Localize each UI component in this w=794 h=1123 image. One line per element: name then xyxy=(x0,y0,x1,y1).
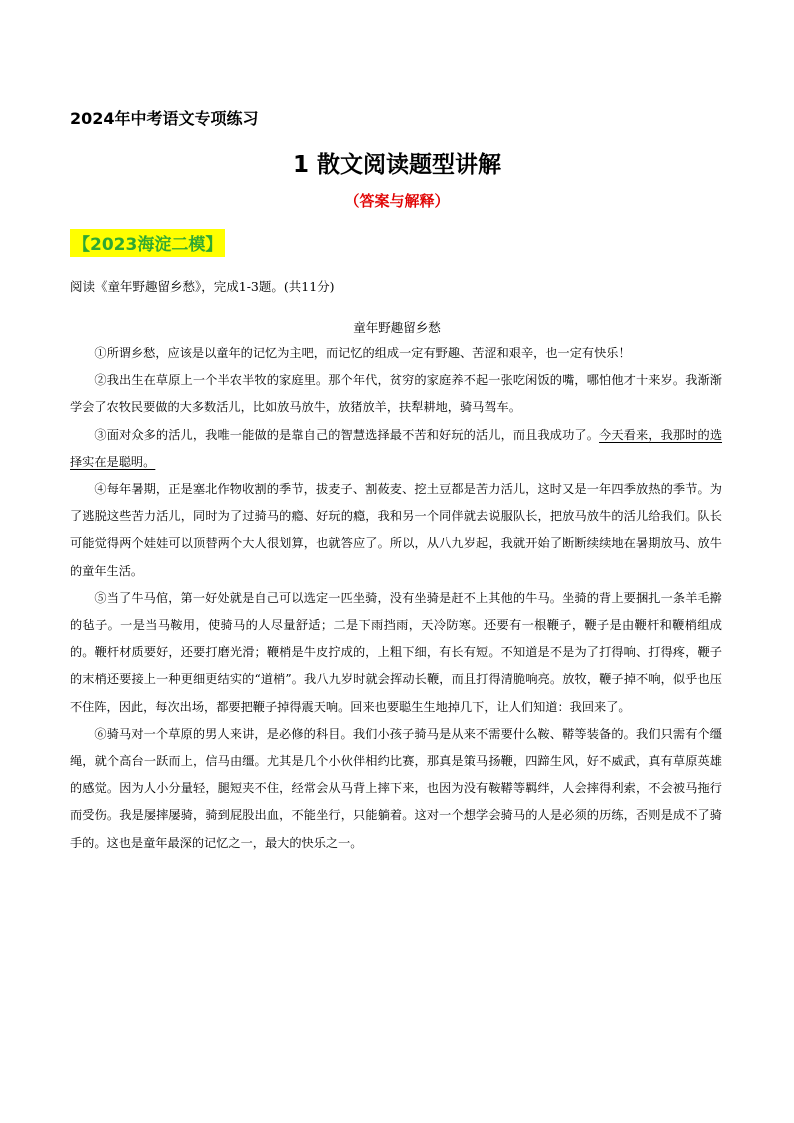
paragraph-6: ⑥骑马对一个草原的男人来讲，是必修的科目。我们小孩子骑马是从来不需要什么鞍、鞯等装备的。我们只需有个缰绳，就个高台一跃而上，信马由缰。尤其是几个小伙伴相约比赛，那真是策马扬鞭，四蹄生风，好不威武，真有草原英雄的感觉。因为人小分量轻，腿短夹不住，经常会从马背上摔下来，也因为没有鞍鞯等羁绊，人会摔得利索，不会被马拖行而受伤。我是屡摔屡骑，骑到屁股出血，不能坐行，只能躺着。这对一个想学会骑马的人是必须的历练，否则是成不了骑手的。这也是童年最深的记忆之一，最大的快乐之一。 xyxy=(70,726,722,850)
paragraph-5: ⑤当了牛马倌，第一好处就是自己可以选定一匹坐骑，没有坐骑是赶不上其他的牛马。坐骑的背上要捆扎一条羊毛擀的毡子。一是当马鞍用，使骑马的人尽量舒适；二是下雨挡雨，天冷防寒。还要有一根鞭子，鞭子是由鞭杆和鞭梢组成的。鞭杆材质要好，还要打磨光滑；鞭梢是牛皮拧成的，上粗下细，有长有短。不知道是不是为了打得响、打得疼，鞭子的末梢还要接上一种更细更结实的“道梢”。我八九岁时就会挥动长鞭，而且打得清脆响亮。放牧，鞭子掉不响，似乎也压不住阵，因此，每次出场，都要把鞭子掉得震天响。回来也要聪生生地掉几下，让人们知道：我回来了。 xyxy=(70,590,722,714)
page-subtitle: （答案与解释） xyxy=(344,192,450,210)
paragraph-2: ②我出生在草原上一个半农半牧的家庭里。那个年代，贫穷的家庭养不起一张吃闲饭的嘴，哪怕他才十来岁。我渐渐学会了农牧民要做的大多数活儿，比如放马放牛，放猪放羊，扶犁耕地，骑马驾车。 xyxy=(70,373,722,415)
paragraph-3-text: ③面对众多的活儿，我唯一能做的是靠自己的智慧选择最不苦和好玩的活儿，而且我成功了。 xyxy=(94,427,600,442)
paragraph-1: ①所谓乡愁，应该是以童年的记忆为主吧，而记忆的组成一定有野趣、苦涩和艰辛，也一定有快乐！ xyxy=(94,346,631,360)
page-title: 1 散文阅读题型讲解 xyxy=(292,152,501,178)
exercise-header: 2024年中考语文专项练习 xyxy=(70,109,259,128)
underlined-sentence: 今天看来，我那时的选择实在是聪明。 xyxy=(70,427,723,469)
passage-body xyxy=(70,340,722,857)
paragraph-4: ④每年暑期，正是塞北作物收割的季节，拔麦子、割莜麦、挖土豆都是苦力活儿，这时又是一年四季放热的季节。为了逃脱这些苦力活儿，同时为了过骑马的瘾、好玩的瘾，我和另一个同伴就去说服队长，把放马放牛的活儿给我们。队长可能觉得两个娃娃可以顶替两个大人很划算，也就答应了。所以，从八九岁起，我就开始了断断续续地在暑期放马、放牛的童年生活。 xyxy=(70,482,722,578)
passage-title: 童年野趣留乡愁 xyxy=(353,320,441,335)
paragraph-3 xyxy=(70,422,722,476)
source-tag: 【2023海淀二模】 xyxy=(70,229,225,257)
reading-instruction: 阅读《童年野趣留乡愁》，完成1-3题。(共11分) xyxy=(70,279,335,294)
